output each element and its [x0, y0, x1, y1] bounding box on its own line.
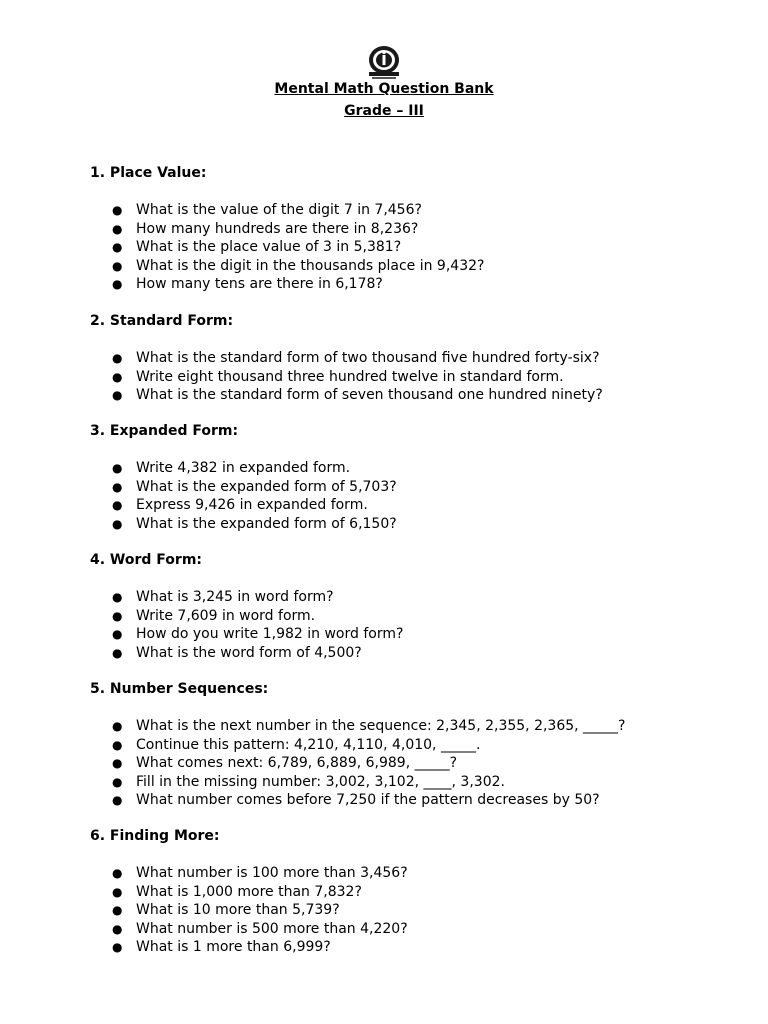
school-emblem-icon	[362, 44, 406, 82]
question-text: What is the word form of 4,500?	[136, 644, 362, 661]
list-item	[90, 717, 730, 736]
list-item	[90, 588, 730, 607]
list-item	[90, 220, 730, 239]
bullet-icon: ●	[112, 608, 123, 623]
page-title: Mental Math Question Bank	[274, 81, 494, 97]
question-text: Fill in the missing number: 3,002, 3,102, ____, 3,302.	[136, 773, 505, 790]
section-heading: 4. Word Form:	[90, 552, 202, 568]
bullet-icon: ●	[112, 479, 123, 494]
question-text: What is the place value of 3 in 5,381?	[136, 239, 402, 255]
bullet-icon: ●	[112, 627, 123, 641]
list-item	[90, 625, 730, 644]
question-text: How many hundreds are there in 8,236?	[136, 220, 419, 237]
question-text: What is the expanded form of 6,150?	[136, 515, 397, 532]
bullet-icon: ●	[112, 277, 123, 291]
bullet-icon: ●	[112, 940, 123, 954]
bullet-icon: ●	[112, 903, 123, 917]
section-heading: 2. Standard Form:	[90, 313, 234, 329]
bullet-icon: ●	[112, 221, 123, 236]
list-item	[90, 864, 730, 883]
question-text: What comes next: 6,789, 6,889, 6,989, _____?	[136, 755, 458, 771]
question-list	[90, 349, 730, 405]
section-standard-form	[90, 312, 730, 405]
bullet-icon: ●	[112, 866, 123, 880]
list-item	[90, 238, 730, 257]
bullet-icon: ●	[112, 774, 123, 789]
question-text: What is the standard form of two thousand five hundred forty-six?	[136, 350, 600, 366]
list-item	[90, 368, 730, 387]
list-item	[90, 478, 730, 497]
question-text: What is 10 more than 5,739?	[136, 902, 340, 918]
question-list	[90, 201, 730, 294]
bullet-icon: ●	[112, 369, 123, 384]
section-heading: 6. Finding More:	[90, 828, 220, 844]
section-number-sequences	[90, 680, 730, 810]
list-item	[90, 791, 730, 810]
list-item	[90, 275, 730, 294]
section-heading: 3. Expanded Form:	[90, 423, 239, 439]
list-item	[90, 496, 730, 515]
bullet-icon: ●	[112, 258, 123, 273]
bullet-icon: ●	[112, 884, 123, 899]
question-text: What is the expanded form of 5,703?	[136, 478, 397, 495]
list-item	[90, 201, 730, 220]
list-item	[90, 754, 730, 773]
section-heading: 5. Number Sequences:	[90, 681, 269, 697]
bullet-icon: ●	[112, 498, 123, 512]
list-item	[90, 607, 730, 626]
question-text: Write 7,609 in word form.	[136, 607, 316, 624]
question-text: Write 4,382 in expanded form.	[136, 460, 351, 476]
question-text: What is the value of the digit 7 in 7,456?	[136, 202, 422, 218]
list-item	[90, 459, 730, 478]
bullet-icon: ●	[112, 240, 123, 254]
list-item	[90, 349, 730, 368]
bullet-icon: ●	[112, 590, 123, 604]
section-place-value	[90, 164, 730, 294]
bullet-icon: ●	[112, 645, 123, 660]
question-list	[90, 588, 730, 662]
question-list	[90, 459, 730, 533]
question-text: Continue this pattern: 4,210, 4,110, 4,010, _____.	[136, 736, 481, 753]
section-finding-more	[90, 827, 730, 957]
bullet-icon: ●	[112, 921, 123, 936]
bullet-icon: ●	[112, 461, 123, 475]
bullet-icon: ●	[112, 203, 123, 217]
list-item	[90, 644, 730, 663]
grade-subtitle: Grade – III	[344, 103, 424, 119]
question-text: How do you write 1,982 in word form?	[136, 626, 404, 642]
question-text: What is the standard form of seven thousand one hundred ninety?	[136, 387, 603, 403]
bullet-icon: ●	[112, 737, 123, 752]
question-text: What is the digit in the thousands place in 9,432?	[136, 257, 485, 274]
list-item	[90, 901, 730, 920]
list-item	[90, 386, 730, 405]
question-text: How many tens are there in 6,178?	[136, 276, 383, 292]
question-list	[90, 717, 730, 810]
list-item	[90, 736, 730, 755]
bullet-icon: ●	[112, 756, 123, 770]
question-text: What is the next number in the sequence: 2,345, 2,355, 2,365, _____?	[136, 718, 626, 734]
bullet-icon: ●	[112, 351, 123, 365]
list-item	[90, 515, 730, 534]
question-text: What number is 100 more than 3,456?	[136, 865, 408, 881]
list-item	[90, 920, 730, 939]
section-expanded-form	[90, 422, 730, 533]
question-text: What number comes before 7,250 if the pattern decreases by 50?	[136, 792, 600, 808]
bullet-icon: ●	[112, 516, 123, 531]
question-text: What is 1 more than 6,999?	[136, 939, 331, 955]
question-text: What is 1,000 more than 7,832?	[136, 883, 362, 900]
list-item	[90, 773, 730, 792]
section-heading: 1. Place Value:	[90, 165, 207, 181]
question-text: What is 3,245 in word form?	[136, 589, 334, 605]
list-item	[90, 257, 730, 276]
list-item	[90, 883, 730, 902]
question-list	[90, 864, 730, 957]
question-text: What number is 500 more than 4,220?	[136, 920, 408, 937]
bullet-icon: ●	[112, 388, 123, 402]
question-text: Write eight thousand three hundred twelve in standard form.	[136, 368, 564, 385]
question-text: Express 9,426 in expanded form.	[136, 497, 368, 513]
section-word-form	[90, 551, 730, 662]
bullet-icon: ●	[112, 719, 123, 733]
bullet-icon: ●	[112, 793, 123, 807]
list-item	[90, 938, 730, 957]
